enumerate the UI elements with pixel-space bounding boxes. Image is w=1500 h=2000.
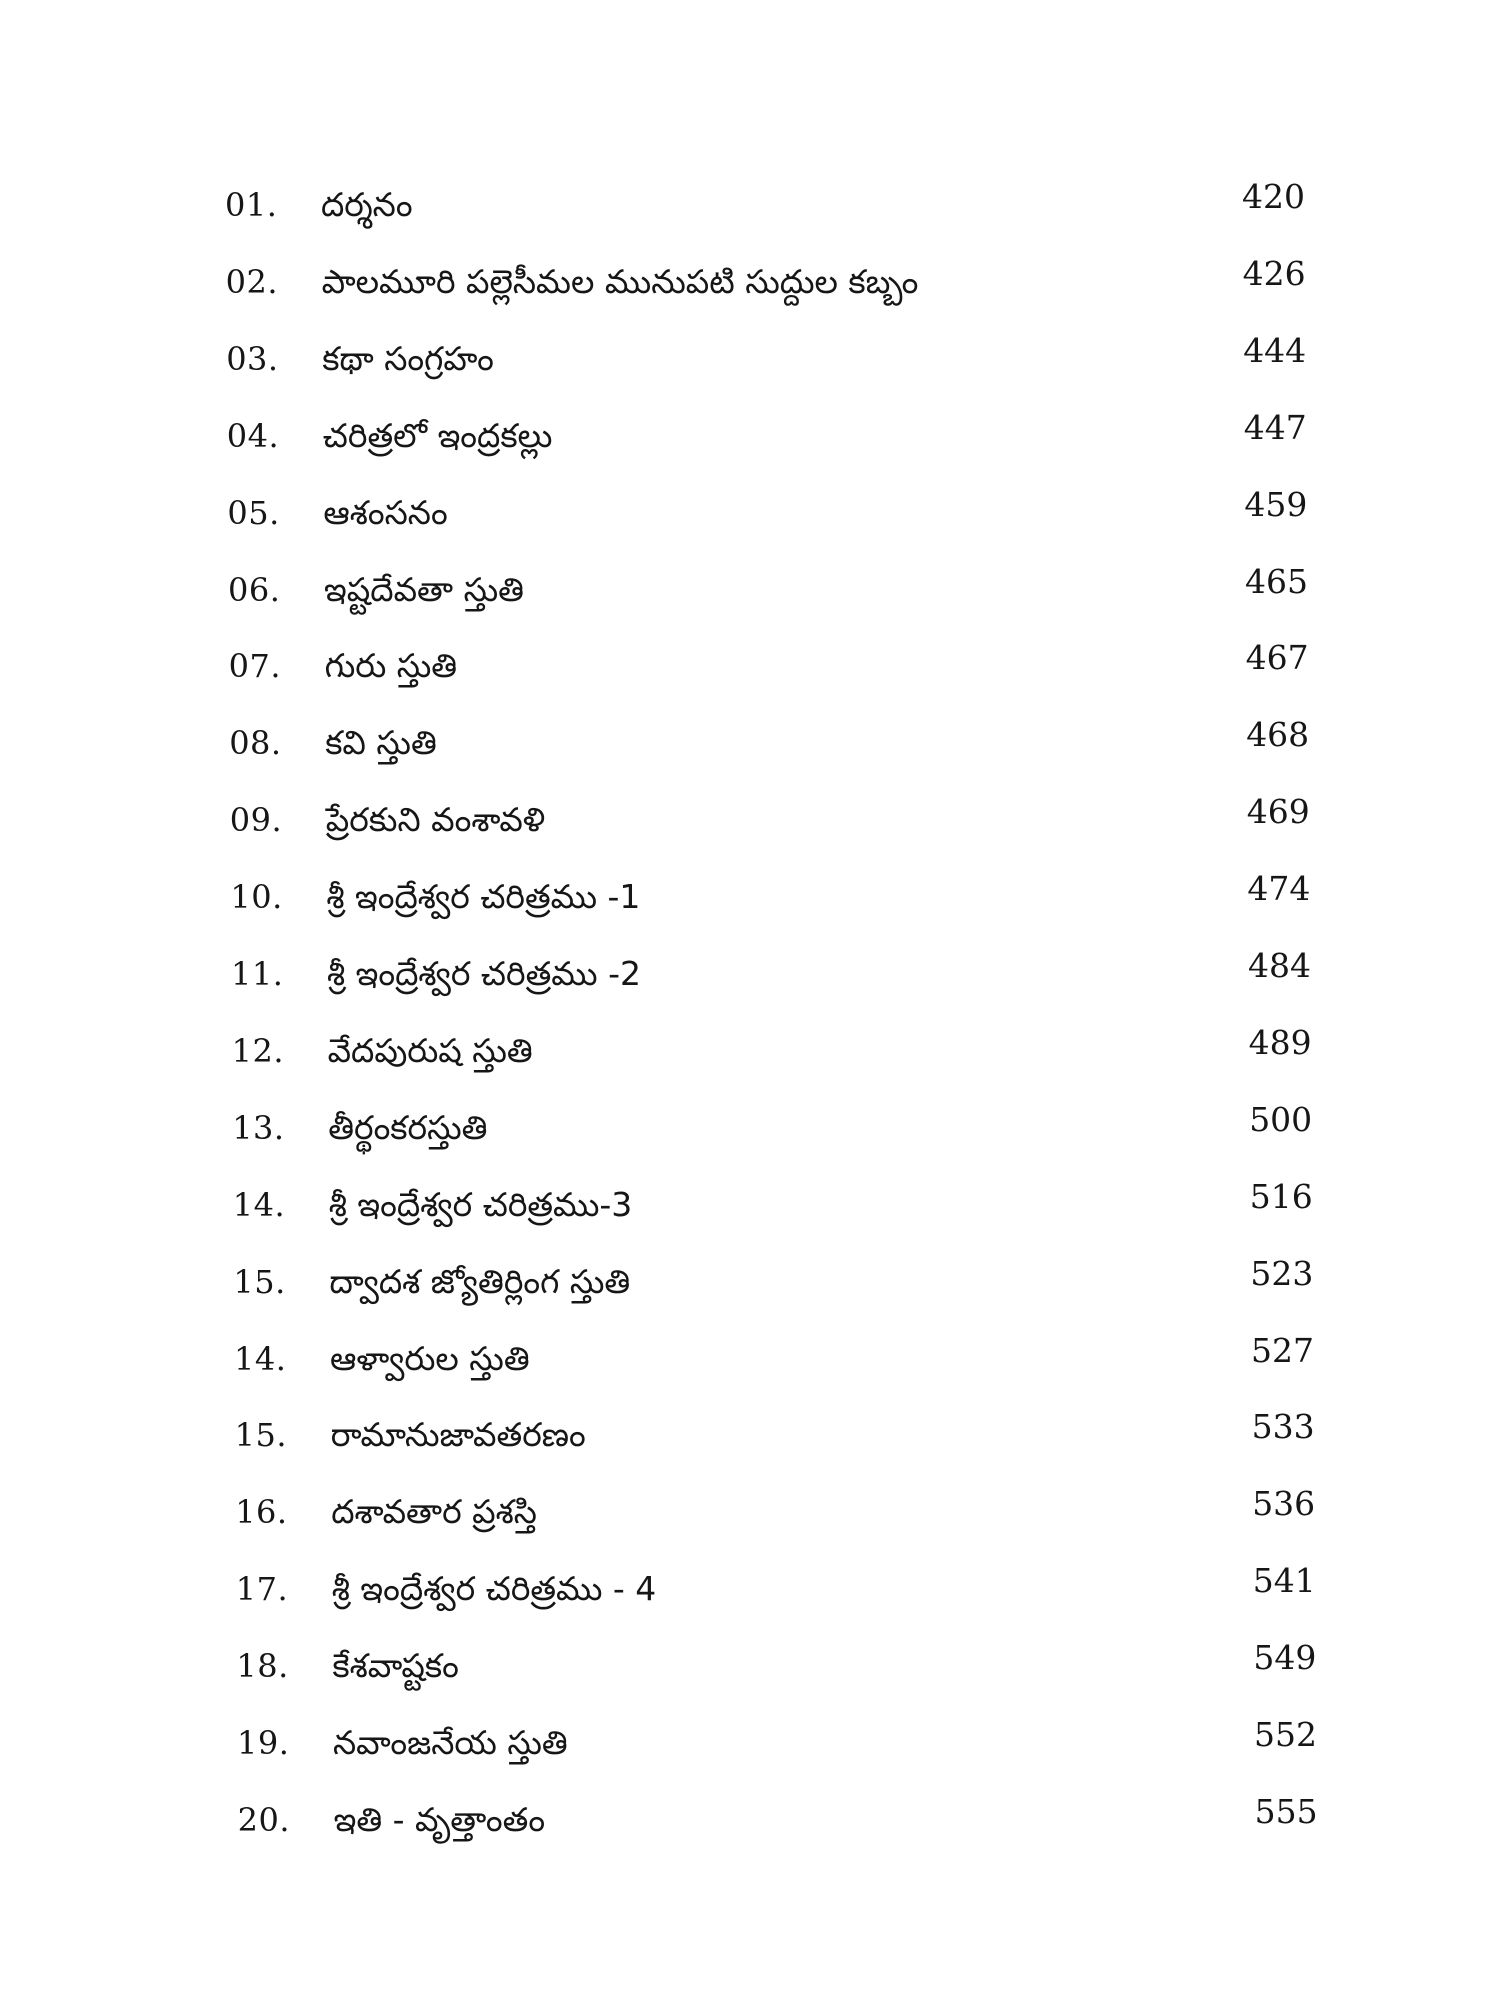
toc-entry-page-number: 555 xyxy=(1254,1791,1318,1831)
toc-entry-number: 10. xyxy=(230,878,283,917)
toc-entry-number: 14. xyxy=(234,1339,287,1378)
toc-entry xyxy=(230,790,1310,850)
toc-entry-page-number: 549 xyxy=(1253,1638,1317,1678)
toc-entry-number: 05. xyxy=(227,493,280,532)
toc-entry xyxy=(230,867,1310,927)
toc-entry-number: 15. xyxy=(234,1416,287,1455)
toc-entry-page-number: 420 xyxy=(1242,177,1305,216)
toc-entry xyxy=(233,1175,1313,1235)
toc-entry xyxy=(231,944,1311,1004)
toc-entry-number: 14. xyxy=(232,1185,286,1224)
toc-entry-page-number: 552 xyxy=(1254,1715,1317,1754)
toc-entry xyxy=(228,560,1308,620)
toc-entry-number: 11. xyxy=(231,955,284,993)
toc-entry xyxy=(237,1713,1317,1773)
toc-entry-page-number: 426 xyxy=(1242,253,1306,293)
toc-entry xyxy=(234,1329,1314,1389)
toc-entry-page-number: 527 xyxy=(1251,1330,1314,1370)
toc-entry-page-number: 459 xyxy=(1244,484,1308,524)
toc-entry xyxy=(226,329,1306,389)
toc-entry-page-number: 484 xyxy=(1248,946,1311,985)
toc-entry xyxy=(232,1021,1312,1081)
toc-entry-title: వేదపురుష స్తుతి xyxy=(327,1030,533,1070)
toc-entry-page-number: 533 xyxy=(1251,1407,1315,1447)
toc-entry-page-number: 469 xyxy=(1246,792,1310,832)
toc-entry-title: దర్శనం xyxy=(321,185,413,224)
toc-entry xyxy=(226,252,1306,312)
toc-entry xyxy=(238,1790,1318,1850)
toc-entry-title: ద్వాదశ జ్యోతిర్లింగ స్తుతి xyxy=(329,1261,631,1301)
toc-entry xyxy=(235,1405,1315,1465)
toc-entry-number: 04. xyxy=(226,416,280,455)
toc-entry xyxy=(227,406,1307,466)
toc-entry-number: 03. xyxy=(226,339,279,378)
toc-entry xyxy=(232,1098,1312,1158)
toc-entry-number: 12. xyxy=(231,1031,284,1070)
toc-entry-title: గురు స్తుతి xyxy=(324,646,458,686)
toc-entry xyxy=(236,1559,1316,1619)
toc-entry-page-number: 467 xyxy=(1245,638,1309,678)
toc-entry-page-number: 516 xyxy=(1249,1176,1313,1216)
toc-entry-number: 01. xyxy=(225,186,278,224)
toc-entry-title: తీర్థంకరస్తుతి xyxy=(328,1107,488,1147)
toc-entry xyxy=(235,1482,1315,1542)
toc-entry xyxy=(229,636,1309,696)
toc-entry-title: ఇతి - వృత్తాంతం xyxy=(333,1799,546,1839)
toc-entry-number: 02. xyxy=(225,262,278,301)
toc-entry-title: శ్రీ ఇంద్రేశ్వర చరిత్రము -1 xyxy=(326,877,641,917)
toc-entry-title: కేశవాష్టకం xyxy=(332,1646,459,1686)
toc-entry-number: 07. xyxy=(228,647,281,686)
toc-entry-page-number: 447 xyxy=(1243,407,1307,447)
toc-entry-number: 18. xyxy=(236,1647,289,1686)
toc-entry-number: 13. xyxy=(232,1108,285,1147)
toc-entry-page-number: 474 xyxy=(1247,869,1311,909)
toc-entry-title: ఆశంసనం xyxy=(323,492,448,532)
toc-entry-title: చరిత్రలో ఇంద్రకల్లు xyxy=(322,415,553,455)
toc-entry xyxy=(227,483,1307,543)
toc-entry xyxy=(229,713,1309,773)
toc-entry-title: కథా సంగ్రహం xyxy=(322,338,494,378)
toc-entry-title: రామానుజావతరణం xyxy=(330,1415,586,1455)
toc-entry xyxy=(233,1252,1313,1312)
toc-entry-number: 20. xyxy=(237,1800,290,1839)
toc-entry-number: 17. xyxy=(235,1570,289,1609)
toc-entry-title: శ్రీ ఇంద్రేశ్వర చరిత్రము - 4 xyxy=(331,1569,657,1609)
toc-entry-number: 15. xyxy=(233,1262,286,1301)
toc-entry-title: శ్రీ ఇంద్రేశ్వర చరిత్రము-3 xyxy=(328,1184,633,1224)
toc-entry-title: దశావతార ప్రశస్తి xyxy=(331,1492,537,1532)
toc-entry-page-number: 536 xyxy=(1252,1484,1316,1524)
toc-entry-page-number: 541 xyxy=(1252,1561,1316,1601)
toc-entry-page-number: 465 xyxy=(1245,561,1308,601)
toc-entry-title: ఆళ్వారుల స్తుతి xyxy=(330,1338,530,1378)
toc-entry-number: 09. xyxy=(229,801,283,840)
toc-entry-title: పాలమూరి పల్లెసీమల మునుపటి సుద్దుల కబ్బం xyxy=(321,261,919,301)
toc-entry-title: ఇష్టదేవతా స్తుతి xyxy=(324,569,524,609)
toc-entry xyxy=(225,175,1305,235)
toc-entry-page-number: 444 xyxy=(1243,330,1307,370)
toc-entry-title: శ్రీ ఇంద్రేశ్వర చరిత్రము -2 xyxy=(327,954,641,993)
toc-entry-number: 19. xyxy=(237,1724,290,1762)
toc-entry-page-number: 500 xyxy=(1249,1099,1313,1139)
toc-entry-title: ప్రేరకుని వంశావళి xyxy=(325,800,546,840)
toc-entry-page-number: 468 xyxy=(1246,715,1310,755)
toc-entry-number: 08. xyxy=(229,724,282,763)
toc-entry-title: కవి స్తుతి xyxy=(325,723,437,763)
toc-entry-page-number: 523 xyxy=(1250,1253,1314,1293)
toc-entry-number: 06. xyxy=(228,570,281,609)
toc-entry-number: 16. xyxy=(235,1493,288,1532)
toc-entry xyxy=(236,1636,1316,1696)
toc-entry-page-number: 489 xyxy=(1248,1022,1312,1062)
toc-entry-title: నవాంజనేయ స్తుతి xyxy=(333,1723,568,1762)
